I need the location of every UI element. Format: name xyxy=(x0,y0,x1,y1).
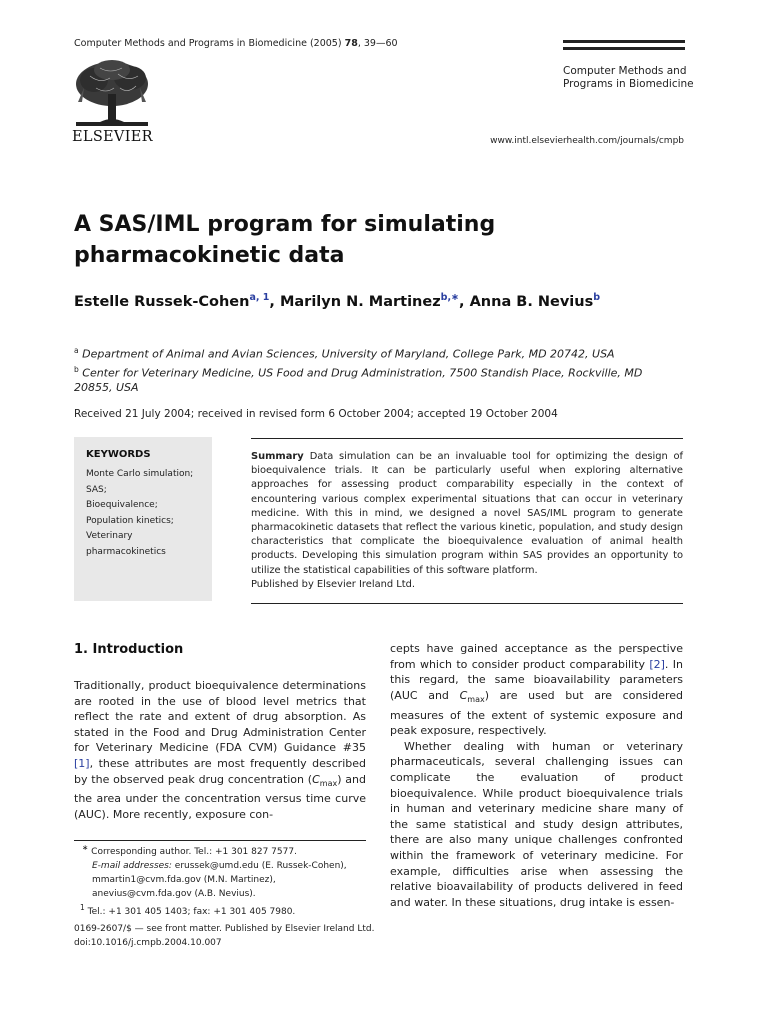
keyword-item: Bioequivalence; xyxy=(86,500,158,510)
keywords-box xyxy=(74,437,212,601)
doi-line[interactable]: doi:10.1016/j.cmpb.2004.10.007 xyxy=(74,938,222,948)
publisher-logo-text: ELSEVIER xyxy=(72,129,153,145)
keyword-item: Veterinary xyxy=(86,531,133,541)
author-name: Anna B. Nevius xyxy=(469,293,594,310)
keyword-item: Monte Carlo simulation; xyxy=(86,469,194,479)
author-list: Estelle Russek-Cohen$^{a, 1}$, Marilyn N. Martinez$^{b,∗}$, Anna B. Nevius$^b$ xyxy=(74,292,601,310)
keyword-item: SAS; xyxy=(86,484,107,495)
summary-top-rule xyxy=(251,438,683,439)
keyword-item: Population kinetics; xyxy=(86,515,174,526)
section-heading-introduction: 1. Introduction xyxy=(74,642,184,657)
summary-label: Summary xyxy=(251,451,304,462)
summary-text: Data simulation can be an invaluable tool for optimizing the design of bioequivalence trials. It can be particularly useful when exploring alternative approaches for assessing product comparability especially in the context of encountering various complex experimental situations that can occur in veterinary medicine. With this in mind, we designed a novel SAS/IML program to generate pharmacokinetic datasets that reflect the various kinetic, population, and study design characteristics that complicate the bioequivalence evaluation of animal health products. Developing this simulation program within SAS provides an opportunity to utilize the statistical capabilities of this software platform. xyxy=(251,451,683,576)
author-affiliation-mark: b xyxy=(593,292,601,303)
author-affiliation-mark: a, 1 xyxy=(249,292,270,303)
affiliation-b: $^b$ Center for Veterinary Medicine, US Food and Drug Administration, 7500 Standish Place, Rockville, MD 20855, USA xyxy=(74,364,643,395)
issn-line: 0169-2607/$ — see front matter. Published by Elsevier Ireland Ltd. xyxy=(74,924,375,934)
citation-link[interactable]: [1] xyxy=(74,756,90,770)
footnotes: ∗ Corresponding author. Tel.: +1 301 827 7577. E-mail addresses: erussek@umd.edu (E. Russek-Cohen), mmartin1@cvm.fda.gov (M.N. Martinez), anevius@cvm.fda.gov (A.B. Nevius). $^1$ Tel.: +1 301 405 1403; fax: +1 301 405 7980. xyxy=(80,843,347,917)
journal-url[interactable]: www.intl.elsevierhealth.com/journals/cmpb xyxy=(490,136,684,146)
journal-citation: Computer Methods and Programs in Biomedicine (2005) 78, 39—60 xyxy=(74,38,398,49)
author-name: Marilyn N. Martinez xyxy=(279,293,441,310)
keywords-heading: KEYWORDS xyxy=(86,449,151,460)
article-title: A SAS/IML program for simulating pharmacokinetic data xyxy=(74,212,496,268)
summary-published: Published by Elsevier Ireland Ltd. xyxy=(251,578,416,590)
keyword-item: pharmacokinetics xyxy=(86,546,166,557)
author-affiliation-mark: b,∗ xyxy=(440,292,460,303)
journal-header-rules xyxy=(563,40,685,50)
received-dates: Received 21 July 2004; received in revised form 6 October 2004; accepted 19 October 2004 xyxy=(74,408,558,420)
summary-bottom-rule xyxy=(251,603,683,604)
journal-name: Computer Methods and Programs in Biomedicine xyxy=(563,65,694,90)
body-column-right: cepts have gained acceptance as the perspective from which to consider product comparability [2]. In this regard, the same bioavailability parameters (AUC and $C_{max}$) are used but are considered measures of the extent of systemic exposure and peak exposure, respectively. Whether dealing with human or veterinary pharmaceuticals, several challenging issues can complicate the evaluation of product bioequivalence. While product bioequivalence trials in human and veterinary medicine share many of the same statistical and study design attributes, there are also many unique challenges confronted within the framework of veterinary medicine. For example, difficulties arise when assessing the relative bioavailability of products delivered in feed and water. In these situations, drug intake is essen- xyxy=(390,642,683,909)
keywords-list xyxy=(86,467,193,560)
author-name: Estelle Russek-Cohen xyxy=(74,293,250,310)
citation-link[interactable]: [2] xyxy=(649,657,665,671)
affiliation-a: $^a$ Department of Animal and Avian Sciences, University of Maryland, College Park, MD 20742, USA xyxy=(74,346,615,361)
copyright-block xyxy=(74,922,374,950)
abstract-summary xyxy=(251,450,683,592)
body-column-left: Traditionally, product bioequivalence determinations are rooted in the use of blood level metrics that reflect the rate and extent of drug absorption. As stated in the Food and Drug Administration Center for Veterinary Medicine (FDA CVM) Guidance #35 [1], these attributes are most frequently described by the observed peak drug concentration $(C_{max})$ and the area under the concentration versus time curve (AUC). More recently, exposure con- xyxy=(74,679,366,821)
affiliations xyxy=(74,343,684,395)
